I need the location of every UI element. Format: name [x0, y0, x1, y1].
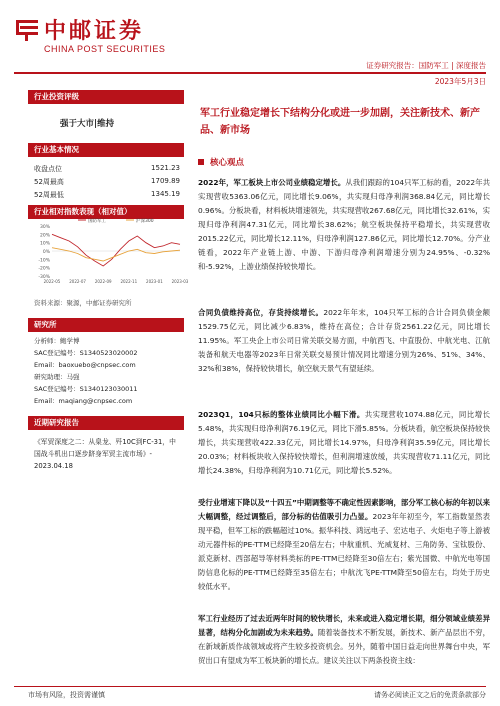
paragraph-5-lead: 军工行业经历了过去近两年时间的较快增长，未来或进入稳定增长期，细分领域业绩差异显著，结构分化加剧或为未来趋势。 [198, 614, 490, 637]
basic-info-header: 行业基本情况 [28, 143, 184, 157]
x-tick-label: 2023-03 [171, 279, 189, 284]
report-type: 证券研究报告：国防军工 | 深度报告 [366, 61, 486, 70]
assistant-name: 研究助理：马强 [34, 373, 80, 381]
footer-disclaimer-note: 请务必阅读正文之后的免责条款部分 [374, 691, 486, 699]
y-tick-label: 20% [39, 233, 50, 239]
chart-section-header: 行业相对指数表现（相对值） [28, 205, 184, 219]
paragraph-4-lead: 受行业增速下降以及“十四五”中期调整等不确定性因素影响，部分军工核心标的年初以来大幅调整，经过调整后，部分标的估值吸引力凸显。 [198, 498, 490, 521]
paragraph-1-lead: 2022年，军工板块上市公司业绩稳定增长。 [198, 178, 346, 187]
x-tick-label: 2022-09 [94, 279, 112, 284]
y-tick-label: 30% [39, 225, 50, 230]
paragraph-5-body: 随着装备技术不断发展，新技术、新产品层出不穷，在新域新质作战领域或将产生较多投资机会。另外，随着中国日益走向世界舞台中央，军贸出口有望成为军工板块新的增长点。建议关注以下两条投资主线： [198, 628, 490, 665]
basic-label: 52周最低 [34, 191, 64, 199]
y-tick-label: -30% [38, 275, 50, 280]
report-date: 2023年5月3日 [434, 77, 486, 86]
chart-source: 资料来源：聚源，中邮证券研究所 [34, 299, 132, 307]
analyst-name: 分析师：鲍学博 [34, 337, 80, 345]
basic-value: 1345.19 [151, 190, 180, 198]
assistant-email[interactable]: Email：maqiang@cnpsec.com [34, 397, 133, 405]
legend-label: 国防军工 [88, 219, 106, 224]
series-line-defense [52, 234, 180, 266]
footer-risk-note: 市场有风险，投资需谨慎 [28, 691, 105, 699]
paragraph-4 [198, 496, 490, 594]
basic-row-high [34, 177, 180, 187]
basic-row-close [34, 164, 180, 174]
legend-label: 沪深300 [136, 219, 154, 224]
company-logo [14, 14, 174, 62]
basic-value: 1709.89 [151, 177, 180, 185]
industry-rating: 强于大市|维持 [60, 119, 115, 129]
paragraph-3-body: 共实现营收1074.88亿元，同比增长5.48%，共实现归母净利润76.19亿元，同比下滑5.85%。分板块看，航空板块保持较快增长，共实现营收422.33亿元，同比增长14.97%，归母净利润35.59亿元，同比增长20.03%；材料板块收入保持较快增长，但利润增速放缓，共实现营收71.11亿元，同比增长24.38%，归母净利润为10.71亿元，同比增长5.52%。 [198, 410, 490, 475]
header-divider [14, 72, 486, 74]
core-view-heading: 核心观点 [210, 158, 245, 168]
x-tick-label: 2023-01 [146, 279, 163, 284]
footer-divider [14, 686, 486, 687]
x-tick-label: 2022-07 [69, 279, 86, 284]
analyst-section-header: 研究所 [28, 318, 184, 332]
paragraph-3 [198, 408, 490, 478]
y-tick-label: -20% [38, 266, 50, 272]
y-tick-label: -10% [38, 258, 50, 264]
x-tick-label: 2022-11 [120, 279, 138, 284]
basic-label: 52周最高 [34, 178, 64, 186]
paragraph-2 [198, 306, 490, 376]
recent-report-link[interactable]: 《军贸深度之二：从臬龙、歼10C到FC-31，中国战斗机出口逐步跻身军贸主流市场》- 2023.04.18 [34, 438, 176, 470]
basic-row-low [34, 190, 180, 200]
core-bullet-icon [198, 159, 204, 165]
report-title: 军工行业稳定增长下结构分化或进一步加剧，关注新技术、新产品、新市场 [200, 108, 480, 136]
recent-section-header: 近期研究报告 [28, 416, 184, 430]
rating-section-header: 行业投资评级 [28, 90, 184, 104]
basic-label: 收盘点位 [34, 165, 62, 173]
paragraph-5 [198, 612, 490, 668]
paragraph-2-lead: 合同负债维持高位，存货持续增长。 [198, 308, 324, 317]
y-tick-label: 10% [39, 241, 50, 247]
y-tick-label: 0% [42, 250, 50, 255]
analyst-email[interactable]: Email：baoxuebo@cnpsec.com [34, 361, 136, 369]
paragraph-3-lead: 2023Q1，104只标的整体业绩同比小幅下滑。 [198, 410, 365, 419]
logo-text-cn: 中邮证券 [44, 19, 145, 44]
logo-text-en: CHINA POST SECURITIES [44, 44, 166, 54]
china-post-logo-icon [14, 16, 40, 42]
x-tick-label: 2022-05 [43, 279, 61, 284]
paragraph-4-body: 2023年年初至今，军工指数显然表现平稳，但军工标的跌幅超过10%。振华科技、鸿远电子、宏达电子、火炬电子等上游被动元器件标的PE-TTM已经降至20倍左右；中航重机、光威复材、三角防务、宝钛股份、派克新材、西部超导等材料类标的PE-TTM已经降至30倍左右；紫光国微、中航光电等国防信息化标的PE-TTM已经降至35倍左右；中航沈飞PE-TTM降至50倍左右，均处于历史较低水平。 [198, 512, 490, 591]
paragraph-2-body: 2022年年末，104只军工标的合计合同负债金额1529.75亿元，同比减少6.83%，维持在高位；合计存货2561.22亿元，同比增长11.95%。军工央企上市公司日常关联交易方面，中航西飞、中直股份、中航光电、江航装备和航天电器等2023年日常关联交易预计情况同比增速分别为26%、51%、34%、32%和38%，保持较快增长，航空航天景气有望延续。 [198, 308, 490, 373]
paragraph-1 [198, 176, 490, 274]
basic-value: 1521.23 [151, 164, 180, 172]
analyst-sac: SAC登记编号：S1340523020002 [34, 349, 138, 357]
paragraph-1-body: 从我们跟踪的104只军工标的看，2022年共实现营收5363.06亿元，同比增长9.06%，共实现归母净利润368.84亿元，同比增长0.96%。分板块看，材料板块增速领先，共实现营收267.68亿元，同比增长32.61%，实现归母净利润47.31亿元，同比增长38.62%；航空板块保持平稳增长，共实现营收2015.22亿元，同比增长12.11%，归母净利润127.86亿元，同比增长12.70%。分产业链看，2022年产业链上游、中游、下游归母净利润增速分别为24.95%、-0.32%和-5.92%，上游业绩保持较快增长。 [198, 178, 490, 271]
relative-index-chart [28, 214, 189, 294]
assistant-sac: SAC登记编号：S1340123030011 [34, 385, 138, 393]
